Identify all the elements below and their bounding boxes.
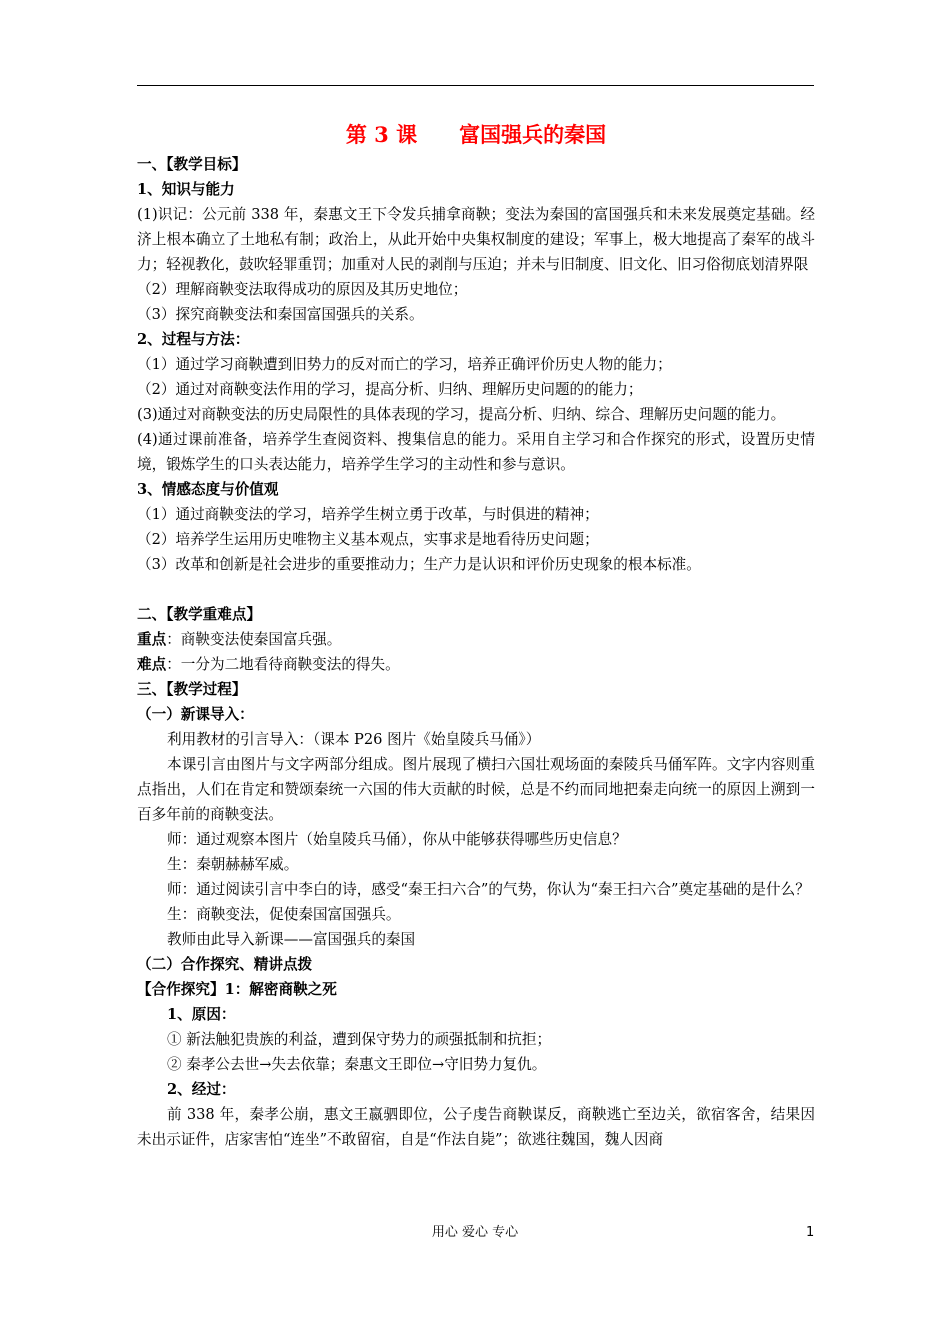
key-point-text: ：商鞅变法使秦国富兵强。: [166, 631, 342, 648]
course-paragraph: [137, 1102, 815, 1152]
objective-paragraph-3: （3）探究商鞅变法和秦国富国强兵的关系。: [137, 306, 424, 323]
cause-item-1: ① 新法触犯贵族的利益，遭到保守势力的顽强抵制和抗拒；: [167, 1031, 552, 1048]
difficult-point-text: ：一分为二地看待商鞅变法的得失。: [166, 656, 400, 673]
section-process-heading: 三、【教学过程】: [137, 681, 247, 698]
intro-paragraph-2-text: 本课引言由图片与文字两部分组成。图片展现了横扫六国壮观场面的秦陵兵马俑军阵。文字内容则重点指出，人们在肯定和赞颂秦统一六国的伟大贡献的时候，总是不约而同地把秦走向统一的原因上溯到一百多年前的商鞅变法。: [137, 756, 815, 823]
intro-line-1: 利用教材的引言导入：（课本 P26 图片《始皇陵兵马俑》）: [167, 731, 541, 748]
difficult-point-label: 难点: [137, 656, 167, 673]
knowledge-ability-heading: 1、知识与能力: [137, 181, 235, 198]
lesson-title: 第 3 课 富国强兵的秦国: [345, 122, 607, 147]
objective-paragraph-2: （2）理解商鞅变法取得成功的原因及其历史地位；: [137, 281, 468, 298]
intro-paragraph-2: [137, 752, 815, 827]
attitude-paragraph-2: （2）培养学生运用历史唯物主义基本观点，实事求是地看待历史问题；: [137, 531, 599, 548]
process-paragraph-3: (3)通过对商鞅变法的历史局限性的具体表现的学习，提高分析、归纳、综合、理解历史问题的能力。: [137, 406, 786, 423]
intro-subheading: （一）新课导入：: [137, 706, 254, 723]
document-body: [137, 120, 815, 1152]
attitude-values-heading: 3、情感态度与价值观: [137, 481, 279, 498]
objective-paragraph-1: (1)识记：公元前 338 年，秦惠文王下令发兵捕拿商鞅；变法为秦国的富国强兵和未来发展奠定基础。经济上根本确立了土地私有制；政治上，从此开始中央集权制度的建设；军事上，极大地提高了秦军的战斗力；轻视教化，鼓吹轻罪重罚；加重对人民的剥削与压迫；并未与旧制度、旧文化、旧习俗彻底划清界限: [137, 206, 815, 273]
cause-heading: 1、原因：: [167, 1006, 236, 1023]
dialogue-teacher-2-text: 师：通过阅读引言中李白的诗，感受“秦王扫六合”的气势，你认为“秦王扫六合”奠定基础的是什么？: [167, 881, 810, 898]
course-paragraph-text: 前 338 年，秦孝公崩，惠文王嬴驷即位，公子虔告商鞅谋反，商鞅逃亡至边关，欲宿客舍，结果因未出示证件，店家害怕“连坐”不敢留宿，自是“作法自毙”；欲逃往魏国，魏人因商: [137, 1106, 815, 1148]
section-keypoints-heading: 二、【教学重难点】: [137, 606, 262, 623]
cause-item-2: ② 秦孝公去世→失去依靠；秦惠文王即位→守旧势力复仇。: [167, 1056, 547, 1073]
explore-subheading: （二）合作探究、精讲点拨: [137, 956, 313, 973]
difficult-point-line: [137, 652, 815, 677]
section-spacer: [137, 577, 815, 602]
dialogue-teacher-2: [137, 877, 815, 902]
header-rule: [137, 85, 814, 86]
process-paragraph-4: (4)通过课前准备，培养学生查阅资料、搜集信息的能力。采用自主学习和合作探究的形式，设置历史情境，锻炼学生的口头表达能力，培养学生学习的主动性和参与意识。: [137, 431, 815, 473]
attitude-paragraph-1: （1）通过商鞅变法的学习，培养学生树立勇于改革，与时俱进的精神；: [137, 506, 599, 523]
intro-new-lesson: 教师由此导入新课——富国强兵的秦国: [167, 931, 416, 948]
attitude-paragraph-3: （3）改革和创新是社会进步的重要推动力；生产力是认识和评价历史现象的根本标准。: [137, 556, 701, 573]
course-heading: 2、经过：: [167, 1081, 236, 1098]
process-paragraph-2: （2）通过对商鞅变法作用的学习，提高分析、归纳、理解历史问题的的能力；: [137, 381, 643, 398]
dialogue-teacher-1: 师：通过观察本图片（始皇陵兵马俑），你从中能够获得哪些历史信息？: [167, 831, 627, 848]
process-method-heading: 2、过程与方法：: [137, 331, 250, 348]
dialogue-student-2: 生：商鞅变法，促使秦国富国强兵。: [167, 906, 401, 923]
page-number: 1: [806, 1225, 815, 1240]
key-point-line: [137, 627, 815, 652]
key-point-label: 重点: [137, 631, 167, 648]
section-objectives-heading: 一、【教学目标】: [137, 156, 247, 173]
explore-topic-1: 【合作探究】1：解密商鞅之死: [137, 981, 337, 998]
process-paragraph-1: （1）通过学习商鞅遭到旧势力的反对而亡的学习，培养正确评价历史人物的能力；: [137, 356, 672, 373]
dialogue-student-1: 生：秦朝赫赫军威。: [167, 856, 299, 873]
footer-motto: 用心 爱心 专心: [431, 1225, 519, 1240]
